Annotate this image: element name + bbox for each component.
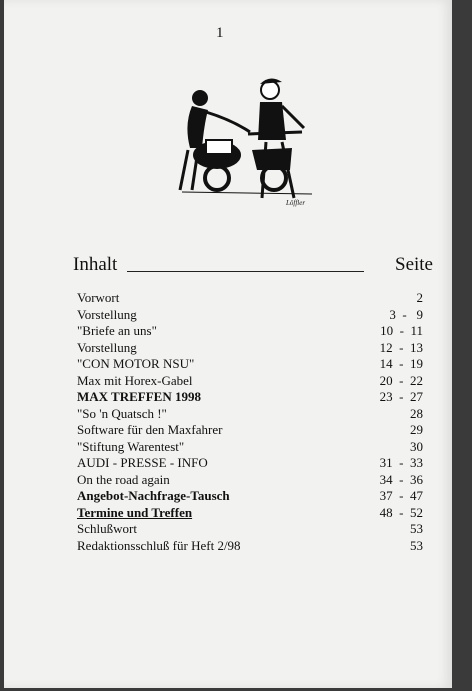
toc-entry-pages: 28 — [410, 405, 423, 421]
toc-entry — [73, 389, 423, 406]
toc-entry-pages: 20 - 22 — [379, 372, 423, 388]
toc-entry — [73, 340, 423, 357]
toc-entry — [73, 373, 423, 390]
toc-entry-title: On the road again — [77, 471, 170, 487]
toc-entry-title: "CON MOTOR NSU" — [77, 356, 195, 371]
toc-entry-pages: 29 — [410, 422, 423, 437]
toc-entry — [73, 472, 423, 489]
man-arm — [282, 106, 304, 128]
toc-entry — [73, 505, 423, 522]
toc-entry — [73, 323, 423, 340]
toc-entry-title: "Stiftung Warentest" — [77, 438, 185, 454]
toc-entry-title: Vorstellung — [77, 339, 137, 355]
toc-entry-title: Redaktionsschluß für Heft 2/98 — [77, 537, 241, 553]
toc-entry — [73, 307, 423, 324]
toc-entry-title: Termine und Treffen — [77, 504, 193, 520]
toc-entry-pages: 34 - 36 — [379, 471, 423, 487]
toc-entry-pages: 3 - 9 — [389, 306, 423, 322]
man-head — [261, 81, 279, 99]
toc-entry-pages: 10 - 11 — [380, 323, 423, 338]
toc-entry — [73, 422, 423, 439]
artist-signature: Löffler — [286, 199, 306, 207]
sidecar-wheel — [205, 166, 229, 190]
woman-arm — [206, 112, 250, 132]
toc-entry-title: MAX TREFFEN 1998 — [77, 389, 201, 404]
toc-heading-rule — [127, 271, 364, 272]
toc-entry-title: "Briefe an uns" — [77, 323, 157, 338]
toc-entry-pages: 23 - 27 — [379, 389, 423, 404]
toc-entry-pages: 53 — [410, 521, 423, 536]
page-number: 1 — [216, 25, 224, 41]
toc-entry — [73, 356, 423, 373]
sidecar-fairing — [206, 140, 232, 154]
toc-entry-pages: 48 - 52 — [379, 504, 423, 520]
toc-entry — [73, 521, 423, 538]
toc-heading-inhalt: Inhalt — [73, 254, 118, 275]
toc-entry-pages: 53 — [410, 537, 423, 553]
woman-body — [187, 106, 208, 148]
toc-entry-title: Schlußwort — [77, 521, 137, 536]
toc-entry-title: Max mit Horex-Gabel — [77, 372, 193, 388]
toc-entry-title: Angebot-Nachfrage-Tausch — [77, 488, 230, 503]
toc-entry — [73, 538, 423, 555]
toc-heading — [73, 254, 435, 278]
woman-head — [192, 90, 208, 106]
toc-entry-title: Vorwort — [77, 290, 120, 305]
toc-entry-title: Vorstellung — [77, 306, 137, 322]
toc-entry-pages: 37 - 47 — [379, 488, 423, 503]
toc-entry-title: "So 'n Quatsch !" — [77, 405, 167, 421]
toc-entry-pages: 14 - 19 — [379, 356, 423, 371]
toc-heading-seite: Seite — [395, 254, 433, 275]
document-page — [4, 0, 452, 688]
toc-entry — [73, 290, 423, 307]
toc-entry-pages: 31 - 33 — [379, 455, 423, 470]
motorcycle-sidecar-illustration — [162, 70, 322, 220]
toc-entry-pages: 12 - 13 — [379, 339, 423, 355]
toc-entry-title: Software für den Maxfahrer — [77, 422, 223, 437]
toc-entry-title: AUDI - PRESSE - INFO — [77, 455, 208, 470]
toc-entry-pages: 2 — [416, 290, 423, 305]
toc-entry — [73, 455, 423, 472]
toc-entry — [73, 406, 423, 423]
toc-entry-pages: 30 — [410, 438, 423, 454]
table-of-contents — [73, 290, 423, 554]
toc-entry — [73, 488, 423, 505]
toc-entry — [73, 439, 423, 456]
